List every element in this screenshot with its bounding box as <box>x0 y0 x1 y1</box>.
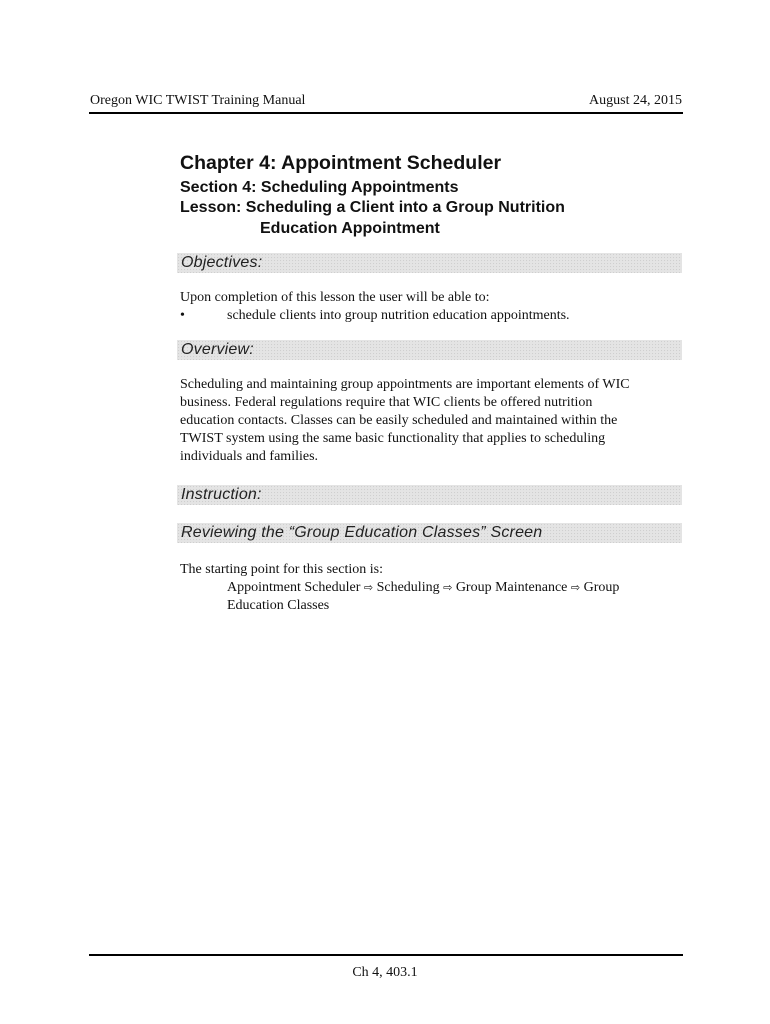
overview-heading-band <box>177 340 682 360</box>
chapter-title: Chapter 4: Appointment Scheduler <box>180 152 502 174</box>
path-step: Appointment Scheduler <box>227 580 361 595</box>
reviewing-body <box>180 561 680 615</box>
path-step: Scheduling <box>376 580 440 595</box>
manual-title: Oregon WIC TWIST Training Manual <box>90 93 306 108</box>
navigation-path-line <box>227 579 680 597</box>
section-title: Section 4: Scheduling Appointments <box>180 179 459 196</box>
path-step: Group Maintenance <box>455 580 568 595</box>
objectives-bullet-item <box>180 307 680 325</box>
header-rule <box>89 112 683 114</box>
reviewing-heading-band <box>177 523 682 543</box>
navigation-path <box>180 579 680 615</box>
overview-line: business. Federal regulations require that WIC clients be offered nutrition <box>180 395 593 410</box>
page-number: Ch 4, 403.1 <box>352 965 418 980</box>
overview-line: TWIST system using the same basic functionality that applies to scheduling <box>180 431 606 446</box>
title-block <box>180 151 680 239</box>
path-step: Group <box>583 580 620 595</box>
bullet-text: schedule clients into group nutrition education appointments. <box>227 308 570 323</box>
path-step-continued: Education Classes <box>227 598 330 613</box>
page-header <box>90 93 682 109</box>
right-arrow-icon: ⇨ <box>443 581 453 594</box>
overview-line: education contacts. Classes can be easily scheduled and maintained within the <box>180 413 618 428</box>
objectives-body <box>180 289 680 325</box>
reviewing-intro: The starting point for this section is: <box>180 562 383 577</box>
objectives-intro: Upon completion of this lesson the user will be able to: <box>180 290 490 305</box>
bullet-icon: • <box>180 308 185 323</box>
footer-rule <box>89 954 683 956</box>
instruction-heading: Instruction: <box>181 486 262 503</box>
objectives-heading: Objectives: <box>181 254 263 271</box>
overview-line: Scheduling and maintaining group appointments are important elements of WIC <box>180 377 630 392</box>
right-arrow-icon: ⇨ <box>363 581 374 594</box>
objectives-heading-band <box>177 253 682 273</box>
overview-heading: Overview: <box>181 341 254 358</box>
lesson-title: Lesson: Scheduling a Client into a Group Nutrition <box>180 199 565 216</box>
right-arrow-icon: ⇨ <box>570 581 581 594</box>
overview-line: individuals and families. <box>180 449 319 464</box>
instruction-heading-band <box>177 485 682 505</box>
overview-body <box>180 376 680 466</box>
reviewing-heading: Reviewing the “Group Education Classes” Screen <box>181 524 543 541</box>
lesson-title-continued: Education Appointment <box>260 220 440 237</box>
manual-date: August 24, 2015 <box>589 93 682 108</box>
